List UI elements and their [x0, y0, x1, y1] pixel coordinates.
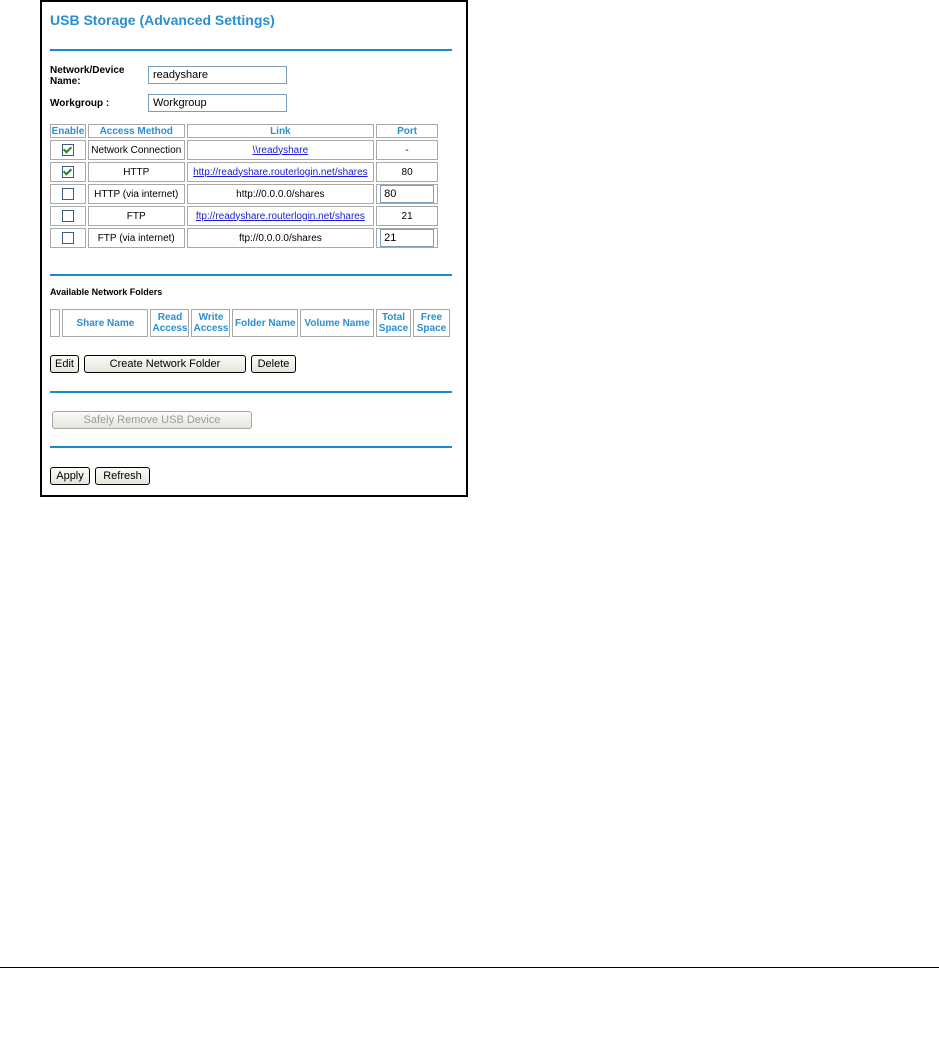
- page-title: USB Storage (Advanced Settings): [50, 12, 275, 28]
- access-method-cell: FTP: [88, 206, 185, 226]
- folders-col-free-space: Free Space: [413, 309, 450, 337]
- port-cell: [376, 184, 438, 204]
- enable-cell: [50, 140, 86, 160]
- access-method-table: [48, 122, 440, 250]
- folders-col-total-space: Total Space: [376, 309, 411, 337]
- link-cell: [187, 206, 375, 226]
- share-address: ftp://0.0.0.0/shares: [238, 232, 322, 244]
- share-link[interactable]: ftp://readyshare.routerlogin.net/shares: [195, 210, 365, 222]
- share-link[interactable]: \\readyshare: [252, 144, 309, 156]
- port-value: 80: [401, 166, 413, 178]
- divider: [50, 391, 452, 393]
- edit-button[interactable]: Edit: [50, 355, 79, 373]
- delete-button[interactable]: Delete: [251, 355, 296, 373]
- safely-remove-usb-button[interactable]: Safely Remove USB Device: [52, 411, 252, 429]
- network-folders-table: [48, 307, 452, 339]
- port-cell: [376, 206, 438, 226]
- folders-section-label: Available Network Folders: [50, 287, 163, 297]
- access-method-cell: FTP (via internet): [88, 228, 185, 248]
- share-address: http://0.0.0.0/shares: [236, 188, 325, 200]
- workgroup-label: Workgroup :: [50, 98, 110, 109]
- folders-col-write-access: Write Access: [191, 309, 230, 337]
- link-cell: [187, 184, 375, 204]
- enable-cell: [50, 162, 86, 182]
- device-name-input[interactable]: [148, 66, 287, 84]
- col-link: Link: [187, 124, 375, 138]
- access-method-cell: HTTP (via internet): [88, 184, 185, 204]
- enable-cell: [50, 184, 86, 204]
- port-cell: [376, 228, 438, 248]
- table-row: [50, 140, 438, 160]
- col-port: Port: [376, 124, 438, 138]
- divider: [50, 49, 452, 51]
- enable-cell: [50, 206, 86, 226]
- port-cell: [376, 162, 438, 182]
- col-access-method: Access Method: [88, 124, 185, 138]
- table-row: [50, 184, 438, 204]
- enable-checkbox[interactable]: [62, 188, 74, 200]
- folders-col-read-access: Read Access: [150, 309, 189, 337]
- port-input[interactable]: [380, 229, 434, 247]
- link-cell: [187, 228, 375, 248]
- port-cell: [376, 140, 438, 160]
- page-footer-rule: [0, 967, 939, 968]
- enable-cell: [50, 228, 86, 248]
- table-row: [50, 162, 438, 182]
- folders-col-share-name: Share Name: [62, 309, 148, 337]
- table-row: [50, 206, 438, 226]
- enable-checkbox[interactable]: [62, 232, 74, 244]
- enable-checkbox[interactable]: [62, 144, 74, 156]
- access-method-cell: HTTP: [88, 162, 185, 182]
- port-value: 21: [401, 210, 413, 222]
- folders-col-folder-name: Folder Name: [232, 309, 298, 337]
- workgroup-input[interactable]: [148, 94, 287, 112]
- share-link[interactable]: http://readyshare.routerlogin.net/shares: [193, 166, 368, 178]
- apply-button[interactable]: Apply: [50, 467, 90, 485]
- divider: [50, 274, 452, 276]
- settings-panel: [40, 0, 468, 497]
- enable-checkbox[interactable]: [62, 210, 74, 222]
- table-row: [50, 228, 438, 248]
- refresh-button[interactable]: Refresh: [95, 467, 150, 485]
- link-cell: [187, 140, 375, 160]
- port-input[interactable]: [380, 185, 434, 203]
- folders-col-select: [50, 309, 60, 337]
- create-network-folder-button[interactable]: Create Network Folder: [84, 355, 246, 373]
- divider: [50, 446, 452, 448]
- link-cell: [187, 162, 375, 182]
- folders-col-volume-name: Volume Name: [300, 309, 374, 337]
- col-enable: Enable: [51, 125, 85, 137]
- access-method-cell: Network Connection: [88, 140, 185, 160]
- device-name-label: Network/Device Name:: [50, 65, 125, 87]
- port-value: -: [405, 144, 409, 156]
- enable-checkbox[interactable]: [62, 166, 74, 178]
